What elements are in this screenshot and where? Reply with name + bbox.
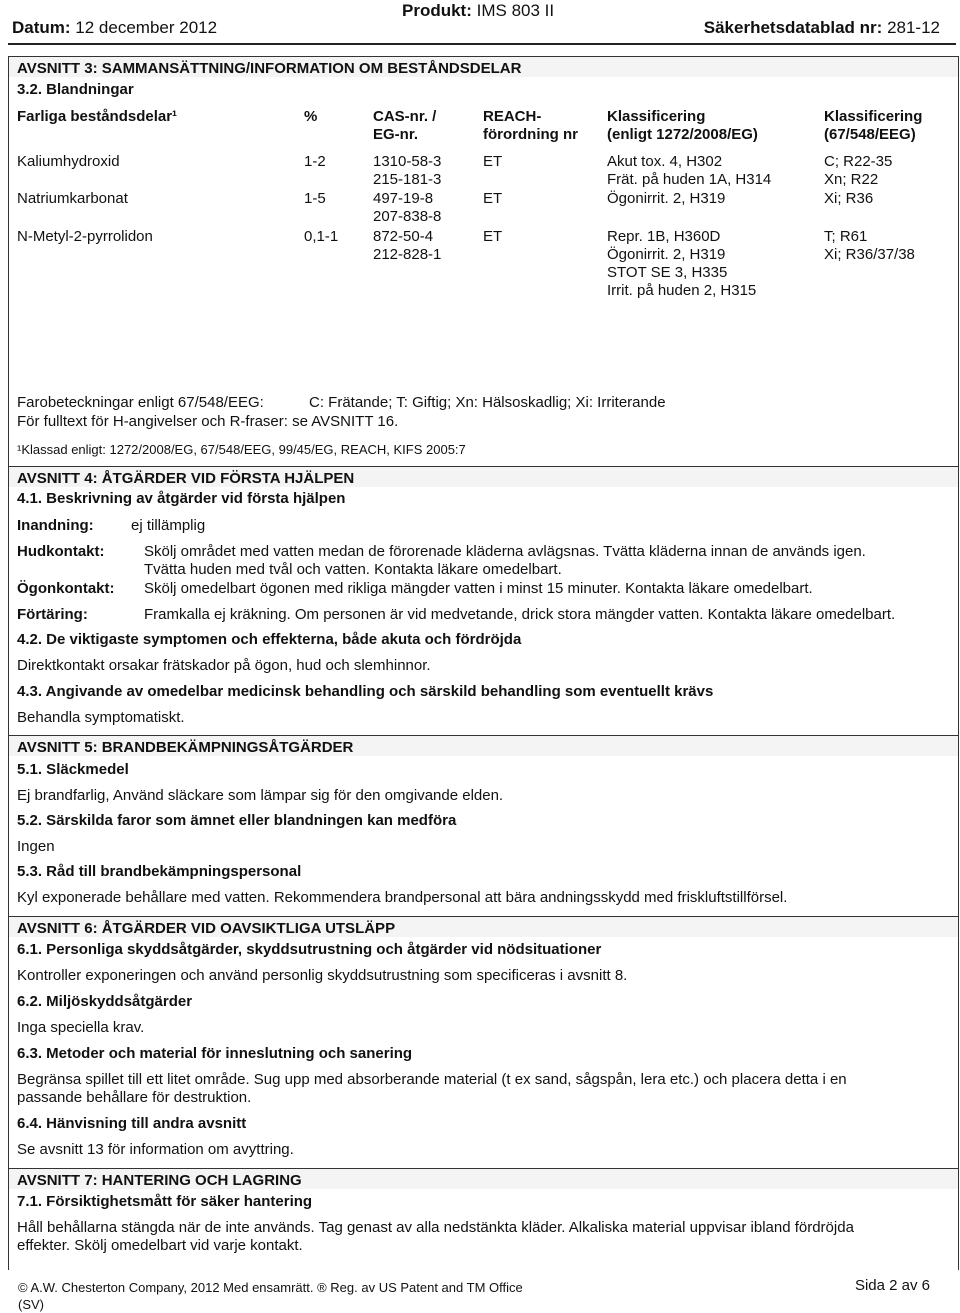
col-header-component: Farliga beståndsdelar¹ [17,108,178,125]
row-dsd: Xi; R36 [824,190,874,207]
sds-label: Säkerhetsdatablad nr: [703,18,883,37]
row-ec: 207-838-8 [373,208,442,225]
header-date [12,18,217,38]
fulltext-reference: För fulltext för H-angivelser och R-fraser: se AVSNITT 16. [17,413,399,430]
text-5-2: Ingen [17,838,55,855]
text-4-2: Direktkontakt orsakar frätskador på ögon, hud och slemhinnor. [17,657,431,674]
col-header-reach-1: REACH- [483,108,542,125]
text-6-1: Kontroller exponeringen och använd personlig skyddsutrustning som specificeras i avsnitt 8. [17,967,628,984]
row-percent: 1-5 [304,190,326,207]
subsection-4-1: 4.1. Beskrivning av åtgärder vid första hjälpen [17,490,346,507]
col-header-cas-1: CAS-nr. / [373,108,437,125]
row-cas: 497-19-8 [373,190,434,207]
subsection-6-1: 6.1. Personliga skyddsåtgärder, skyddsutrustning och åtgärder vid nödsituationer [17,941,602,958]
subsection-6-3: 6.3. Metoder och material för inneslutning och sanering [17,1045,413,1062]
row-percent: 1-2 [304,153,326,170]
section-4-title: AVSNITT 4: ÅTGÄRDER VID FÖRSTA HJÄLPEN [9,466,958,487]
row-component: Kaliumhydroxid [17,153,120,170]
skin-contact-label: Hudkontakt: [17,543,105,560]
row-reach: ET [483,190,503,207]
ingestion-label: Förtäring: [17,606,88,623]
subsection-6-4: 6.4. Hänvisning till andra avsnitt [17,1115,247,1132]
date-label: Datum: [12,18,71,37]
row-percent: 0,1-1 [304,228,339,245]
row-ec: 212-828-1 [373,246,442,263]
sds-value: 281-12 [887,18,940,37]
row-clp: Repr. 1B, H360D [607,228,721,245]
row-reach: ET [483,228,503,245]
header-sds-number [704,18,940,38]
ingestion-text: Framkalla ej kräkning. Om personen är vid medvetande, drick stora mängder vatten. Kontakta läkare omedelbart. [144,606,896,623]
row-dsd: Xn; R22 [824,171,879,188]
eye-contact-label: Ögonkontakt: [17,580,115,597]
header-product [402,1,554,21]
page-footer [0,1277,960,1311]
text-6-3-line-1: Begränsa spillet till ett litet område. Sug upp med absorberande material (t ex sand, sågspån, lera etc.) och placera detta i en [17,1071,847,1088]
row-component: N-Metyl-2-pyrrolidon [17,228,153,245]
date-value: 12 december 2012 [75,18,218,37]
section-3-title: AVSNITT 3: SAMMANSÄTTNING/INFORMATION OM BESTÅNDSDELAR [9,56,958,77]
row-clp: Ögonirrit. 2, H319 [607,246,726,263]
row-dsd: T; R61 [824,228,868,245]
row-cas: 872-50-4 [373,228,434,245]
skin-contact-text-1: Skölj området med vatten medan de förorenade kläderna avlägsnas. Tvätta kläderna innan de används igen. [144,543,866,560]
skin-contact-text-2: Tvätta huden med tvål och vatten. Kontakta läkare omedelbart. [144,561,562,578]
col-header-clp-1: Klassificering [607,108,706,125]
col-header-clp-2: (enligt 1272/2008/EG) [607,126,758,143]
text-6-2: Inga speciella krav. [17,1019,145,1036]
text-6-4: Se avsnitt 13 för information om avyttring. [17,1141,294,1158]
row-reach: ET [483,153,503,170]
row-clp: STOT SE 3, H335 [607,264,728,281]
col-header-dsd-2: (67/548/EEG) [824,126,916,143]
hazard-symbols-value: C: Frätande; T: Giftig; Xn: Hälsoskadlig; Xi: Irriterande [309,394,666,411]
subsection-4-3: 4.3. Angivande av omedelbar medicinsk behandling och särskild behandling som eventuellt krävs [17,683,714,700]
footer-copyright-block [18,1279,523,1313]
document-body [8,56,959,1270]
product-label: Produkt: [402,1,472,20]
section-7-title: AVSNITT 7: HANTERING OCH LAGRING [9,1168,958,1189]
header-divider [8,43,956,45]
row-clp: Irrit. på huden 2, H315 [607,282,757,299]
row-clp: Ögonirrit. 2, H319 [607,190,726,207]
hazard-symbols-label: Farobeteckningar enligt 67/548/EEG: [17,394,264,411]
subsection-3-2: 3.2. Blandningar [17,81,134,98]
col-header-dsd-1: Klassificering [824,108,923,125]
row-clp: Frät. på huden 1A, H314 [607,171,772,188]
text-7-1-line-1: Håll behållarna stängda när de inte används. Tag genast av alla nedstänkta kläder. Alkaliska material uppvisar ibland fördröjda [17,1219,854,1236]
subsection-5-3: 5.3. Råd till brandbekämpningspersonal [17,863,302,880]
eye-contact-text: Skölj omedelbart ögonen med rikliga mängder vatten i minst 15 minuter. Kontakta läkare omedelbart. [144,580,813,597]
page-number: Sida 2 av 6 [854,1277,930,1294]
classification-footnote: ¹Klassad enligt: 1272/2008/EG, 67/548/EEG, 99/45/EG, REACH, KIFS 2005:7 [17,442,466,457]
section-6-title: AVSNITT 6: ÅTGÄRDER VID OAVSIKTLIGA UTSLÄPP [9,916,958,937]
inhalation-text: ej tillämplig [131,517,206,534]
subsection-5-1: 5.1. Släckmedel [17,761,129,778]
col-header-reach-2: förordning nr [483,126,578,143]
subsection-5-2: 5.2. Särskilda faror som ämnet eller blandningen kan medföra [17,812,457,829]
subsection-7-1: 7.1. Försiktighetsmått för säker hantering [17,1193,313,1210]
footer-language: (SV) [18,1297,44,1312]
subsection-4-2: 4.2. De viktigaste symptomen och effekterna, både akuta och fördröjda [17,631,522,648]
text-5-1: Ej brandfarlig, Använd släckare som lämpar sig för den omgivande elden. [17,787,504,804]
row-ec: 215-181-3 [373,171,442,188]
section-5-title: AVSNITT 5: BRANDBEKÄMPNINGSÅTGÄRDER [9,735,958,756]
text-5-3: Kyl exponerade behållare med vatten. Rekommendera brandpersonal att bära andningsskydd med friskluftstillförsel. [17,889,788,906]
text-7-1-line-2: effekter. Skölj omedelbart vid varje kontakt. [17,1237,303,1254]
col-header-percent: % [304,108,318,125]
product-value: IMS 803 II [476,1,555,20]
inhalation-label: Inandning: [17,517,94,534]
row-dsd: Xi; R36/37/38 [824,246,915,263]
row-dsd: C; R22-35 [824,153,893,170]
row-component: Natriumkarbonat [17,190,128,207]
row-clp: Akut tox. 4, H302 [607,153,723,170]
col-header-cas-2: EG-nr. [373,126,419,143]
row-cas: 1310-58-3 [373,153,442,170]
text-6-3-line-2: passande behållare för destruktion. [17,1089,252,1106]
page-header [0,0,960,44]
subsection-6-2: 6.2. Miljöskyddsåtgärder [17,993,193,1010]
text-4-3: Behandla symptomatiskt. [17,709,185,726]
footer-copyright: © A.W. Chesterton Company, 2012 Med ensamrätt. ® Reg. av US Patent and TM Office [18,1280,523,1295]
